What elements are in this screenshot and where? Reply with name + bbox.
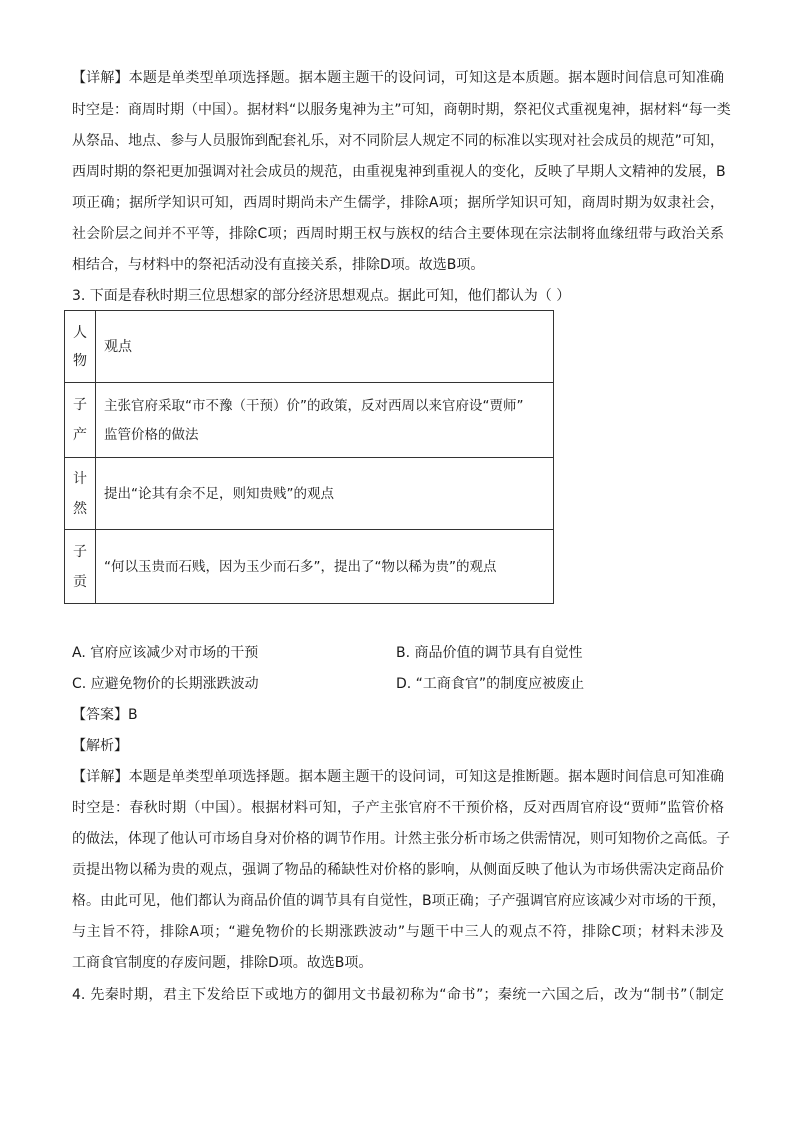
detail-line-4: 贡提出物以稀为贵的观点，强调了物品的稀缺性对价格的影响，从侧面反映了他认为市场供需决定商品价 [72, 862, 724, 878]
row-who-text: 子产 [73, 397, 87, 443]
q3-table [64, 310, 554, 604]
row-view-line-1: 主张官府采取“市不豫（干预）价”的政策，反对西周以来官府设“贾师” [104, 398, 524, 414]
row-view [96, 383, 554, 458]
option-b: B. 商品价值的调节具有自觉性 [396, 645, 583, 661]
detail-line-2: 时空是：春秋时期（中国）。根据材料可知，子产主张官府不干预价格，反对西周官府设“贾师”监管价格 [72, 800, 724, 816]
q3-stem: 3. 下面是春秋时期三位思想家的部分经济思想观点。据此可知，他们都认为（ ） [72, 288, 571, 304]
header-who [65, 311, 96, 383]
table-row [65, 458, 554, 530]
p1-line-3: 从祭品、地点、参与人员服饰到配套礼乐，对不同阶层人规定不同的标准以实现对社会成员的规范”可知， [72, 133, 724, 149]
row-who [65, 383, 96, 458]
table-header-row [65, 311, 554, 383]
table-row [65, 383, 554, 458]
detail-line-7: 工商食官制度的存废问题，排除D项。故选B项。 [72, 955, 373, 971]
q4-stem: 4. 先秦时期，君主下发给臣下或地方的御用文书最初称为“命书”；秦统一六国之后，改为“制书”（制定 [72, 987, 724, 1003]
option-d: D. “工商食官”的制度应被废止 [396, 676, 585, 692]
p1-line-5: 项正确；据所学知识可知，西周时期尚未产生儒学，排除A项；据所学知识可知，商周时期为奴隶社会， [72, 195, 724, 211]
p1-line-6: 社会阶层之间并不平等，排除C项；西周时期王权与族权的结合主要体现在宗法制将血缘纽带与政治关系 [72, 226, 724, 242]
option-a: A. 官府应该减少对市场的干预 [72, 645, 259, 661]
p1-line-4: 西周时期的祭祀更加强调对社会成员的规范，由重视鬼神到重视人的变化，反映了早期人文精神的发展，B [72, 164, 726, 180]
table-row [65, 530, 554, 604]
detail-line-1: 【详解】本题是单类型单项选择题。据本题主题干的设问词，可知这是推断题。据本题时间信息可知准确 [72, 769, 724, 785]
row-view: “何以玉贵而石贱，因为玉少而石多”，提出了“物以稀为贵”的观点 [96, 530, 554, 604]
row-who [65, 458, 96, 530]
row-view: 提出“论其有余不足，则知贵贱”的观点 [96, 458, 554, 530]
p1-line-2: 时空是：商周时期（中国）。据材料“以服务鬼神为主”可知，商朝时期，祭祀仪式重视鬼神，据材料“每一类 [72, 102, 731, 118]
option-c: C. 应避免物价的长期涨跌波动 [72, 676, 259, 692]
answer-label: 【答案】B [72, 707, 138, 723]
p1-line-7: 相结合，与材料中的祭祀活动没有直接关系，排除D项。故选B项。 [72, 257, 485, 273]
header-who-text: 人物 [73, 324, 87, 369]
detail-line-6: 与主旨不符，排除A项；“避免物价的长期涨跌波动”与题干中三人的观点不符，排除C项；材料未涉及 [72, 924, 724, 940]
detail-line-3: 的做法，体现了他认可市场自身对价格的调节作用。计然主张分析市场之供需情况，则可知物价之高低。子 [72, 831, 730, 847]
header-view: 观点 [96, 311, 554, 383]
row-view-line-2: 监管价格的做法 [104, 427, 199, 443]
detail-line-5: 格。由此可见，他们都认为商品价值的调节具有自觉性，B项正确；子产强调官府应该减少对市场的干预， [72, 893, 726, 909]
analysis-label: 【解析】 [72, 738, 128, 754]
row-who-text: 子贡 [73, 543, 87, 590]
row-who-text: 计然 [73, 470, 87, 517]
row-who [65, 530, 96, 604]
p1-line-1: 【详解】本题是单类型单项选择题。据本题主题干的设问词，可知这是本质题。据本题时间信息可知准确 [72, 70, 724, 86]
